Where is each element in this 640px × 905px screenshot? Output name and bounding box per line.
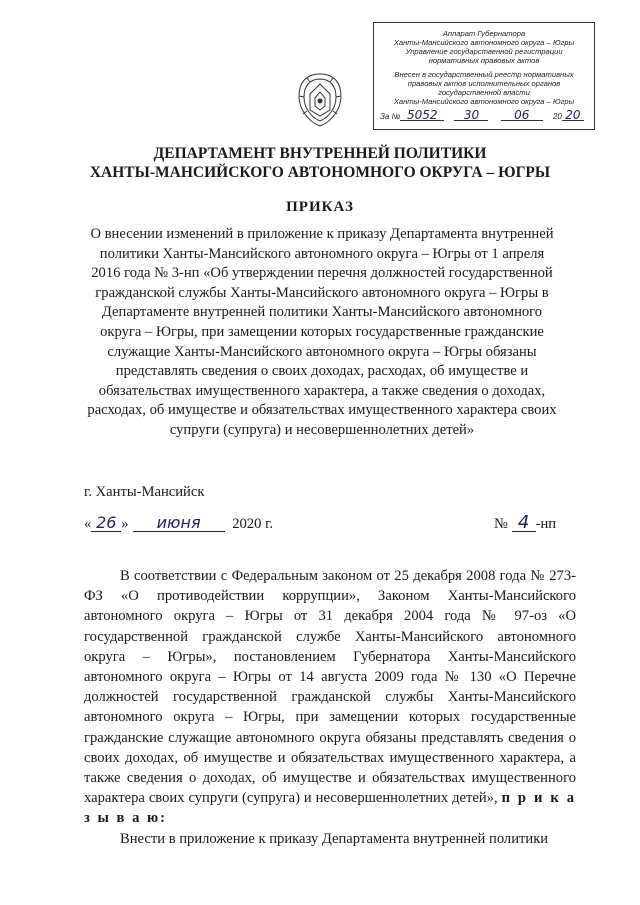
stamp-reg-prefix: За № (380, 112, 401, 121)
coat-of-arms-icon (295, 70, 345, 128)
body-paragraph-text: В соответствии с Федеральным законом от 25 декабря 2008 года № 273-ФЗ «О противодействии коррупции», Законом Ханты-Мансийского автономного округа – Югры от 31 декабря 2004 года № 97-оз «О государственной гражданской службе Ханты-Мансийского автономного округа – Югры», постановлением Губернатора Ханты-Мансийского автономного округа – Югры от 14 августа 2009 года № 130 «О Перечне должностей государственной гражданской службы Ханты-Мансийского автономного округа – Югры, при замещении которых государственные гражданские служащие автономного округа обязаны представлять сведения о своих доходах, об имуществе и обязательствах имущественного характера, а также сведения о доходах, об имуществе и обязательствах имущественного характера своих супруги (супруга) и несовершеннолетних детей», (84, 568, 576, 807)
stamp-line: Ханты-Мансийского автономного округа – Югры (393, 97, 575, 106)
order-body (84, 566, 576, 849)
department-title (60, 144, 580, 182)
doc-type-heading: ПРИКАЗ (286, 199, 354, 215)
number-prefix: № (494, 516, 508, 532)
stamp-line: нормативных правовых актов (428, 56, 540, 65)
stamp-line: Внесен в государственный реестр нормативных (394, 70, 574, 79)
department-line-1: ДЕПАРТАМЕНТ ВНУТРЕННЕЙ ПОЛИТИКИ (153, 145, 487, 162)
stamp-line: Аппарат Губернатора (442, 29, 526, 38)
department-line-2: ХАНТЫ-МАНСИЙСКОГО АВТОНОМНОГО ОКРУГА – ЮГРЫ (89, 164, 551, 181)
order-date (84, 515, 273, 533)
stamp-line: Ханты-Мансийского автономного округа – Югры (393, 38, 575, 47)
registration-stamp (373, 22, 595, 130)
order-subject: О внесении изменений в приложение к приказу Департамента внутренней политики Ханты-Мансийского автономного округа – Югры от 1 апреля 2016 года № 3-нп «Об утверждении перечня должностей государственной гражданской службы Ханты-Мансийского автономного округа – Югры в Департаменте внутренней политики Ханты-Мансийского автономного округа – Югры, при замещении которых государственные гражданские служащие Ханты-Мансийского автономного округа – Югры обязаны представлять сведения о своих доходах, расходах, об имуществе и обязательствах имущественного характера, а также сведения о доходах, расходах, об имуществе и обязательствах имущественного характера своих супруги (супруга) и несовершеннолетних детей» (87, 226, 557, 438)
stamp-line: государственной власти (438, 88, 530, 97)
stamp-reg-number: 5052 (400, 111, 444, 121)
stamp-reg-year-prefix: 20 (552, 112, 562, 121)
order-number (494, 512, 557, 533)
date-month: июня (133, 515, 225, 532)
date-day: 26 (91, 515, 121, 532)
body-paragraph (84, 566, 576, 829)
city-label: г. Ханты-Мансийск (84, 484, 205, 500)
order-directive: п р и к а з ы в а ю: (84, 790, 576, 827)
stamp-registration-line (380, 108, 590, 127)
number-suffix: -нп (535, 516, 557, 532)
date-open-quote: « (84, 516, 92, 532)
date-close-quote: » (121, 516, 129, 532)
stamp-reg-day: 30 (454, 111, 488, 121)
stamp-line: Управление государственной регистрации (405, 47, 563, 56)
stamp-line: правовых актов исполнительных органов (407, 79, 561, 88)
stamp-reg-year-suffix: 20 (562, 111, 584, 121)
stamp-reg-month: 06 (501, 111, 543, 121)
date-year: 2020 г. (232, 516, 274, 532)
body-paragraph: Внести в приложение к приказу Департамента внутренней политики (120, 830, 549, 847)
number-value: 4 (512, 515, 536, 532)
